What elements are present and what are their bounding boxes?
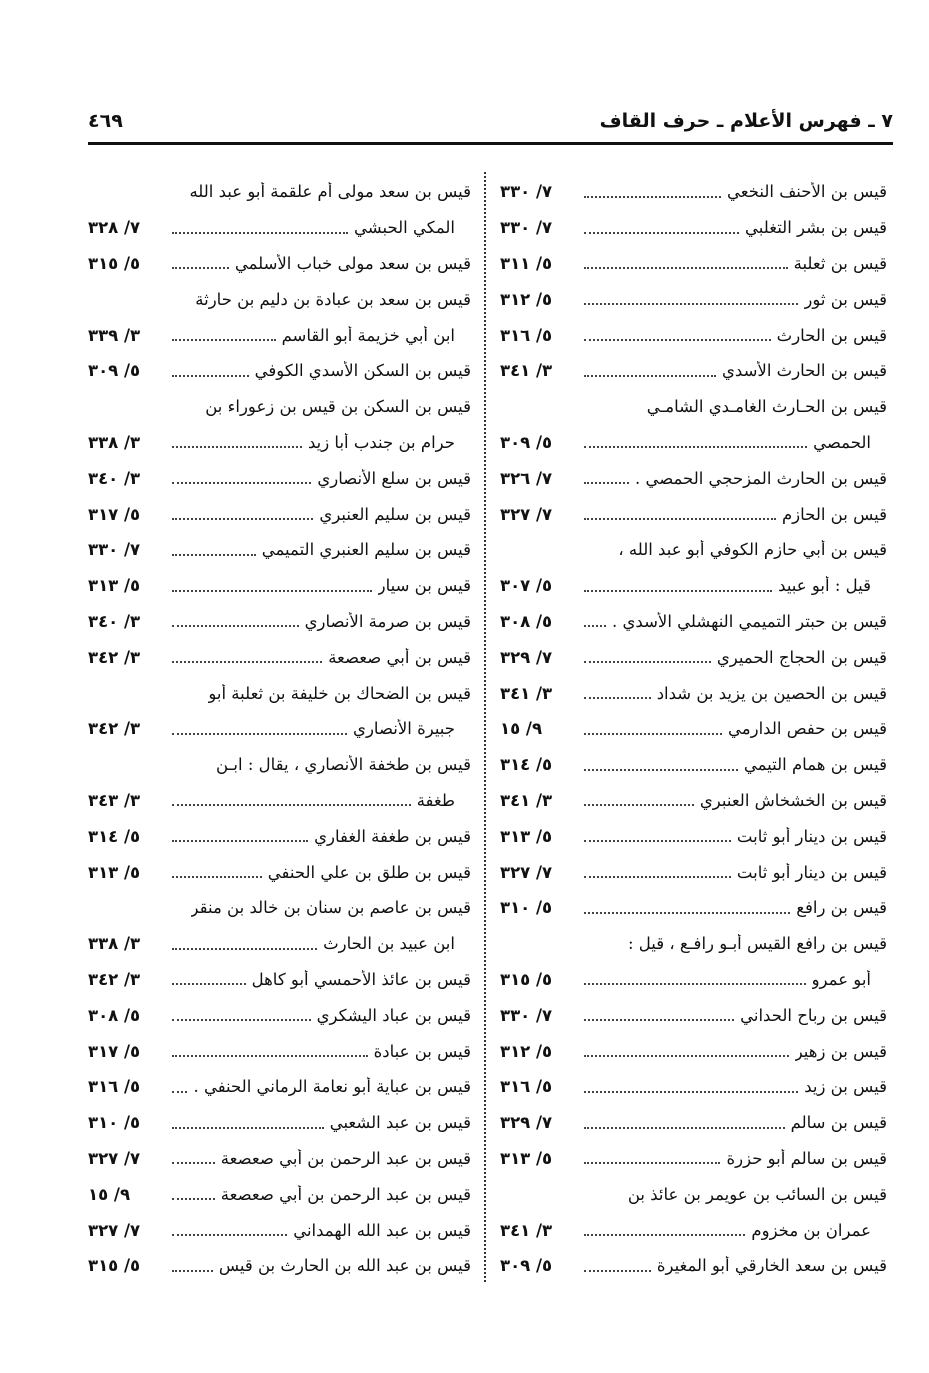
entry-reference: ٥/ ٣١٧	[88, 504, 141, 524]
entry-name: قيس بن عبد الله الهمداني	[293, 1220, 471, 1240]
dot-leader	[172, 1127, 324, 1129]
entry-name: قيس بن عبادة	[373, 1041, 471, 1061]
entry-reference: ٣/ ٣٤١	[500, 361, 553, 381]
index-entry	[500, 353, 887, 389]
index-entry	[88, 1069, 471, 1105]
index-entry	[500, 568, 887, 604]
entry-reference: ٣/ ٣٣٩	[88, 325, 141, 345]
entry-reference: ٧/ ٣٢٩	[500, 1113, 553, 1133]
index-entry	[88, 711, 471, 747]
entry-name: قيس بن عبد الله بن الحارث بن قيس	[218, 1256, 471, 1276]
entry-reference: ٣/ ٣٤١	[500, 683, 553, 703]
entry-reference: ٣/ ٣٣٨	[88, 432, 141, 452]
index-entry	[88, 1176, 471, 1212]
entry-name: قيس بن سليم العنبري التميمي	[261, 540, 471, 560]
entry-reference: ٩/ ١٥	[88, 1184, 131, 1204]
entry-reference: ٥/ ٣١٣	[88, 862, 141, 882]
dot-leader	[172, 1198, 215, 1200]
index-entry	[500, 926, 887, 962]
entry-reference: ٩/ ١٥	[500, 719, 543, 739]
dot-leader	[584, 912, 790, 914]
entry-reference: ٥/ ٣٠٩	[500, 1256, 553, 1276]
index-entry	[88, 675, 471, 711]
dot-leader	[172, 840, 308, 842]
entry-reference: ٧/ ٣٣٠	[500, 218, 553, 238]
entry-reference: ٥/ ٣١٠	[500, 898, 553, 918]
index-entry	[500, 1105, 887, 1141]
dot-leader	[584, 446, 807, 448]
index-entry	[500, 818, 887, 854]
dot-leader	[172, 482, 311, 484]
index-entry	[88, 639, 471, 675]
entry-name: قيس بن سالم أبو حزرة	[726, 1148, 887, 1168]
dot-leader	[172, 1234, 287, 1236]
entry-reference: ٣/ ٣٤٠	[88, 468, 141, 488]
entry-name: قيس بن السكن الأسدي الكوفي	[254, 361, 471, 381]
entry-name: قيس بن الأحنف النخعي	[727, 182, 887, 202]
entry-reference: ٥/ ٣١٢	[500, 289, 553, 309]
dot-leader	[172, 375, 249, 377]
dot-leader	[172, 1091, 187, 1093]
entry-name: قيس بن طخفة الأنصاري ، يقال : ابـن	[216, 755, 471, 775]
index-entry	[88, 1141, 471, 1177]
dot-leader	[584, 375, 716, 377]
entry-reference: ٣/ ٣٤٣	[88, 790, 141, 810]
index-entry	[500, 962, 887, 998]
index-entry	[500, 281, 887, 317]
entry-reference: ٣/ ٣٤٢	[88, 969, 141, 989]
index-entry	[500, 997, 887, 1033]
page-header	[88, 108, 893, 144]
entry-reference: ٥/ ٣١٤	[500, 755, 553, 775]
entry-name: قيس بن رافع القيس أبـو رافـع ، قيل :	[627, 934, 887, 954]
entry-reference: ٥/ ٣٠٨	[88, 1005, 141, 1025]
entry-reference: ٧/ ٣٢٧	[500, 504, 553, 524]
entry-name: قيس بن حبتر التميمي النهشلي الأسدي .	[612, 611, 887, 631]
index-entry	[500, 1176, 887, 1212]
index-entry	[500, 496, 887, 532]
index-entry	[500, 460, 887, 496]
dot-leader	[584, 518, 776, 520]
index-entry	[500, 639, 887, 675]
dot-leader	[584, 1234, 745, 1236]
index-entry	[88, 353, 471, 389]
index-entry	[500, 604, 887, 640]
dot-leader	[172, 804, 411, 806]
entry-name: قيس بن دينار أبو ثابت	[736, 862, 887, 882]
dot-leader	[172, 1162, 215, 1164]
dot-leader	[172, 554, 256, 556]
index-entry	[500, 246, 887, 282]
dot-leader	[584, 876, 731, 878]
entry-reference: ٥/ ٣١٥	[88, 253, 141, 273]
dot-leader	[584, 1091, 798, 1093]
entry-name: حرام بن جندب أبا زيد	[307, 432, 455, 452]
entry-name: قيس بن الحارث الأسدي	[722, 361, 887, 381]
entry-name: قيس بن سعد مولى خباب الأسلمي	[234, 253, 471, 273]
index-entry	[500, 174, 887, 210]
index-entry	[88, 246, 471, 282]
dot-leader	[172, 661, 322, 663]
index-entry	[88, 962, 471, 998]
entry-reference: ٥/ ٣١٣	[500, 826, 553, 846]
entry-name: قيس بن سعد الخارقي أبو المغيرة	[656, 1256, 887, 1276]
entry-reference: ٥/ ٣١٥	[500, 969, 553, 989]
index-entry	[500, 711, 887, 747]
index-entry	[88, 1248, 471, 1284]
entry-reference: ٥/ ٣١٧	[88, 1041, 141, 1061]
entry-name: الحمصي	[813, 432, 871, 452]
entry-reference: ٥/ ٣٠٩	[88, 361, 141, 381]
entry-reference: ٥/ ٣٠٧	[500, 576, 553, 596]
entry-reference: ٥/ ٣١١	[500, 253, 553, 273]
index-entry	[500, 1069, 887, 1105]
entry-name: قيس بن الحجاج الحميري	[716, 647, 887, 667]
index-entry	[500, 890, 887, 926]
dot-leader	[172, 733, 347, 735]
index-column-right	[500, 174, 887, 1284]
dot-leader	[172, 267, 229, 269]
dot-leader	[584, 196, 721, 198]
dot-leader	[584, 769, 738, 771]
entry-name: قيس بن الحـارث الغامـدي الشامـي	[646, 397, 887, 417]
index-entry	[500, 317, 887, 353]
entry-name: قيس بن ثعلبة	[793, 253, 887, 273]
dot-leader	[172, 232, 348, 234]
entry-name: ابن أبي خزيمة أبو القاسم	[281, 325, 455, 345]
dot-leader	[172, 876, 262, 878]
entry-name: قيس بن سعد بن عبادة بن دليم بن حارثة	[195, 289, 471, 309]
entry-reference: ٥/ ٣١٢	[500, 1041, 553, 1061]
index-entry	[500, 1033, 887, 1069]
dot-leader	[584, 840, 731, 842]
index-entry	[88, 460, 471, 496]
dot-leader	[584, 232, 739, 234]
index-entry	[500, 747, 887, 783]
entry-reference: ٣/ ٣٣٨	[88, 934, 141, 954]
index-entry	[88, 210, 471, 246]
running-title: ٧ ـ فهرس الأعلام ـ حرف القاف	[599, 110, 893, 132]
entry-name: المكي الحبشي	[354, 218, 455, 238]
entry-name: قيس بن سليم العنبري	[319, 504, 471, 524]
entry-name: قيس بن رباح الحداني	[740, 1005, 887, 1025]
dot-leader	[584, 1055, 789, 1057]
index-entry	[88, 1033, 471, 1069]
index-entry	[500, 783, 887, 819]
entry-name: قيس بن الضحاك بن خليفة بن ثعلبة أبو	[208, 683, 471, 703]
entry-name: قيس بن عائذ الأحمسي أبو كاهل	[251, 969, 471, 989]
entry-name: قيس بن عبد الرحمن بن أبي صعصعة	[220, 1184, 471, 1204]
entry-reference: ٣/ ٣٤٠	[88, 611, 141, 631]
dot-leader	[172, 1019, 311, 1021]
index-entry	[88, 604, 471, 640]
entry-name: قيس بن طغفة الغفاري	[314, 826, 471, 846]
entry-name: قيس بن سلع الأنصاري	[317, 468, 471, 488]
entry-name: قيس بن صرمة الأنصاري	[304, 611, 471, 631]
entry-name: جبيرة الأنصاري	[353, 719, 455, 739]
index-entry	[500, 210, 887, 246]
entry-reference: ٥/ ٣١٣	[88, 576, 141, 596]
entry-name: قيس بن الحارث	[776, 325, 887, 345]
index-entry	[88, 747, 471, 783]
entry-name: قيس بن الحارث المزحجي الحمصي .	[634, 468, 887, 488]
dot-leader	[584, 661, 711, 663]
dot-leader	[584, 339, 771, 341]
entry-name: قيس بن سالم	[790, 1113, 887, 1133]
entry-name: قيس بن سعد مولى أم علقمة أبو عبد الله	[189, 182, 471, 202]
index-entry	[500, 532, 887, 568]
index-entry	[88, 926, 471, 962]
entry-name: قيس بن عباية أبو نعامة الرماني الحنفي .	[193, 1077, 471, 1097]
index-entry	[500, 854, 887, 890]
index-entry	[500, 425, 887, 461]
entry-name: قيس بن همام التيمي	[743, 755, 887, 775]
index-entry	[88, 425, 471, 461]
entry-name: قيس بن عاصم بن سنان بن خالد بن منقر	[190, 898, 471, 918]
dot-leader	[172, 518, 313, 520]
entry-name: قيل : أبو عبيد	[778, 576, 871, 596]
entry-reference: ٧/ ٣٢٧	[500, 862, 553, 882]
entry-name: قيس بن السكن بن قيس بن زعوراء بن	[205, 397, 471, 417]
entry-name: قيس بن دينار أبو ثابت	[736, 826, 887, 846]
index-entry	[88, 1212, 471, 1248]
entry-name: قيس بن بشر التغلبي	[745, 218, 887, 238]
entry-reference: ٣/ ٣٤٢	[88, 647, 141, 667]
index-entry	[500, 1212, 887, 1248]
dot-leader	[172, 948, 317, 950]
dot-leader	[584, 267, 788, 269]
entry-name: قيس بن سيار	[377, 576, 471, 596]
entry-reference: ٧/ ٣٢٩	[500, 647, 553, 667]
entry-name: قيس بن الحازم	[781, 504, 887, 524]
dot-leader	[172, 339, 276, 341]
index-entry	[88, 997, 471, 1033]
entry-name: قيس بن حفص الدارمي	[728, 719, 887, 739]
dot-leader	[584, 733, 722, 735]
index-entry	[88, 854, 471, 890]
dot-leader	[172, 446, 302, 448]
index-entry	[88, 496, 471, 532]
index-entry	[88, 317, 471, 353]
index-entry	[500, 1141, 887, 1177]
entry-name: قيس بن عباد اليشكري	[316, 1005, 471, 1025]
entry-reference: ٧/ ٣٢٧	[88, 1148, 141, 1168]
entry-name: قيس بن أبي صعصعة	[328, 647, 471, 667]
dot-leader	[172, 1270, 213, 1272]
dot-leader	[584, 303, 798, 305]
entry-name: طغفة	[416, 790, 455, 810]
entry-reference: ٥/ ٣٠٨	[500, 611, 553, 631]
entry-reference: ٧/ ٣٣٠	[88, 540, 141, 560]
dot-leader	[584, 625, 606, 627]
index-entry	[88, 568, 471, 604]
page-number: ٤٦٩	[88, 110, 123, 132]
entry-name: قيس بن الخشخاش العنبري	[699, 790, 887, 810]
dot-leader	[584, 1127, 785, 1129]
entry-reference: ٧/ ٣٣٠	[500, 1005, 553, 1025]
dot-leader	[172, 625, 299, 627]
index-entry	[88, 174, 471, 210]
entry-reference: ٣/ ٣٤١	[500, 1220, 553, 1240]
dot-leader	[584, 1162, 720, 1164]
entry-reference: ٣/ ٣٤١	[500, 790, 553, 810]
column-divider	[484, 172, 486, 1282]
index-entry	[500, 1248, 887, 1284]
entry-reference: ٧/ ٣٢٦	[500, 468, 553, 488]
entry-reference: ٥/ ٣١٤	[88, 826, 141, 846]
entry-name: عمران بن مخزوم	[751, 1220, 871, 1240]
index-entry	[500, 675, 887, 711]
index-entry	[88, 818, 471, 854]
entry-reference: ٧/ ٣٢٧	[88, 1220, 141, 1240]
dot-leader	[584, 1019, 734, 1021]
index-entry	[88, 389, 471, 425]
entry-name: قيس بن الحصين بن يزيد بن شداد	[656, 683, 887, 703]
entry-name: ابن عبيد بن الحارث	[323, 934, 455, 954]
index-entry	[88, 890, 471, 926]
dot-leader	[584, 697, 651, 699]
dot-leader	[584, 590, 772, 592]
index-entry	[88, 532, 471, 568]
entry-name: قيس بن عبد الرحمن بن أبي صعصعة	[220, 1148, 471, 1168]
entry-name: قيس بن عبد الشعبي	[329, 1113, 471, 1133]
entry-reference: ٥/ ٣١٦	[88, 1077, 141, 1097]
entry-reference: ٥/ ٣١٠	[88, 1113, 141, 1133]
entry-reference: ٥/ ٣١٦	[500, 325, 553, 345]
dot-leader	[172, 590, 372, 592]
entry-name: قيس بن ثور	[804, 289, 887, 309]
index-entry	[88, 1105, 471, 1141]
index-entry	[88, 281, 471, 317]
dot-leader	[584, 482, 629, 484]
entry-reference: ٧/ ٣٢٨	[88, 218, 141, 238]
header-rule	[88, 142, 893, 145]
entry-reference: ٣/ ٣٤٢	[88, 719, 141, 739]
index-entry	[88, 783, 471, 819]
dot-leader	[584, 1270, 651, 1272]
entry-name: قيس بن زيد	[804, 1077, 887, 1097]
entry-reference: ٥/ ٣١٣	[500, 1148, 553, 1168]
entry-reference: ٧/ ٣٣٠	[500, 182, 553, 202]
entry-name: قيس بن أبي حازم الكوفي أبو عبد الله ،	[618, 540, 887, 560]
dot-leader	[172, 983, 246, 985]
index-entry	[500, 389, 887, 425]
entry-reference: ٥/ ٣١٥	[88, 1256, 141, 1276]
dot-leader	[584, 983, 806, 985]
entry-name: قيس بن طلق بن علي الحنفي	[267, 862, 471, 882]
entry-name: قيس بن السائب بن عويمر بن عائذ بن	[627, 1184, 887, 1204]
entry-reference: ٥/ ٣٠٩	[500, 432, 553, 452]
entry-name: قيس بن رافع	[796, 898, 887, 918]
dot-leader	[172, 1055, 368, 1057]
dot-leader	[584, 804, 694, 806]
index-column-left	[88, 174, 471, 1284]
entry-name: أبو عمرو	[811, 969, 871, 989]
entry-name: قيس بن زهير	[794, 1041, 887, 1061]
entry-reference: ٥/ ٣١٦	[500, 1077, 553, 1097]
